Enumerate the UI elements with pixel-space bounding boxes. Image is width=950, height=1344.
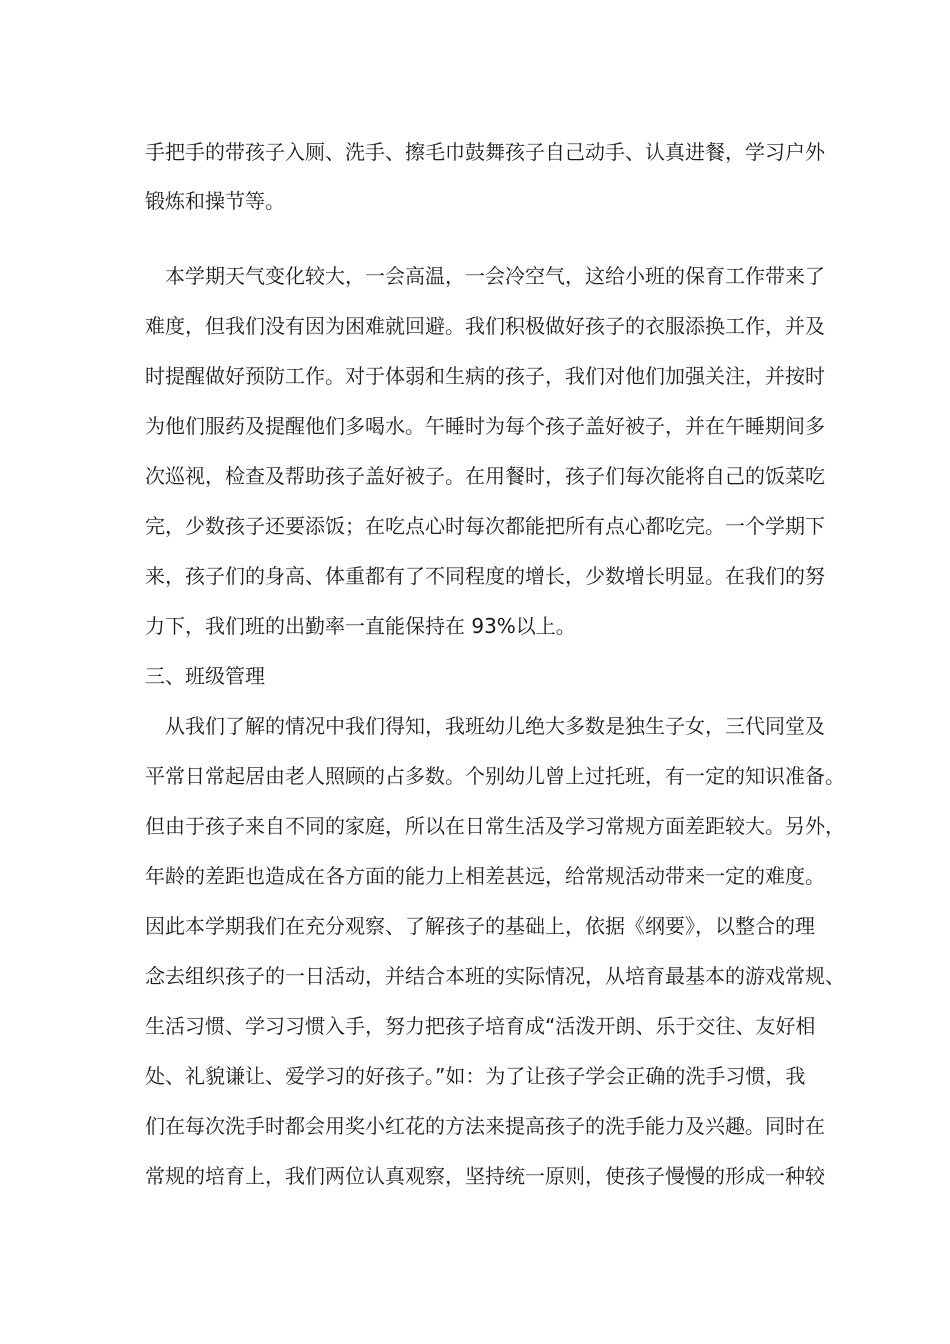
text-line: 完，少数孩子还要添饭；在吃点心时每次都能把所有点心都吃完。一个学期下 xyxy=(145,514,825,538)
text-line: 手把手的带孩子入厕、洗手、擦毛巾鼓舞孩子自己动手、认真进餐，学习户外 xyxy=(145,140,825,164)
text-line: 难度，但我们没有因为困难就回避。我们积极做好孩子的衣服添换工作，并及 xyxy=(145,314,825,338)
text-line: 从我们了解的情况中我们得知，我班幼儿绝大多数是独生子女，三代同堂及 xyxy=(165,714,825,738)
section-heading: 三、班级管理 xyxy=(145,664,265,688)
text-line: 平常日常起居由老人照顾的占多数。个别幼儿曾上过托班，有一定的知识准备。 xyxy=(145,764,845,788)
text-line: 时提醒做好预防工作。对于体弱和生病的孩子，我们对他们加强关注，并按时 xyxy=(145,364,825,388)
text-line: 因此本学期我们在充分观察、了解孩子的基础上，依据《纲要》，以整合的理 xyxy=(145,914,815,938)
text-line: 生活习惯、学习习惯入手，努力把孩子培育成“活泼开朗、乐于交往、友好相 xyxy=(145,1014,816,1038)
text-line: 处、礼貌谦让、爱学习的好孩子。”如：为了让孩子学会正确的洗手习惯，我 xyxy=(145,1064,806,1088)
text-line: 来，孩子们的身高、体重都有了不同程度的增长，少数增长明显。在我们的努 xyxy=(145,564,825,588)
text-line: 念去组织孩子的一日活动，并结合本班的实际情况，从培育最基本的游戏常规、 xyxy=(145,964,845,988)
text-line: 年龄的差距也造成在各方面的能力上相差甚远，给常规活动带来一定的难度。 xyxy=(145,864,825,888)
text-line: 常规的培育上，我们两位认真观察，坚持统一原则，使孩子慢慢的形成一种较 xyxy=(145,1164,825,1188)
text-line: 锻炼和操节等。 xyxy=(145,189,285,213)
text-line: 们在每次洗手时都会用奖小红花的方法来提高孩子的洗手能力及兴趣。同时在 xyxy=(145,1114,825,1138)
text-line: 力下，我们班的出勤率一直能保持在 93%以上。 xyxy=(145,614,576,638)
text-line: 次巡视，检查及帮助孩子盖好被子。在用餐时，孩子们每次能将自己的饭菜吃 xyxy=(145,464,825,488)
text-line: 但由于孩子来自不同的家庭，所以在日常生活及学习常规方面差距较大。另外， xyxy=(145,814,845,838)
text-line: 本学期天气变化较大，一会高温，一会冷空气，这给小班的保育工作带来了 xyxy=(165,264,825,288)
text-line: 为他们服药及提醒他们多喝水。午睡时为每个孩子盖好被子，并在午睡期间多 xyxy=(145,414,825,438)
